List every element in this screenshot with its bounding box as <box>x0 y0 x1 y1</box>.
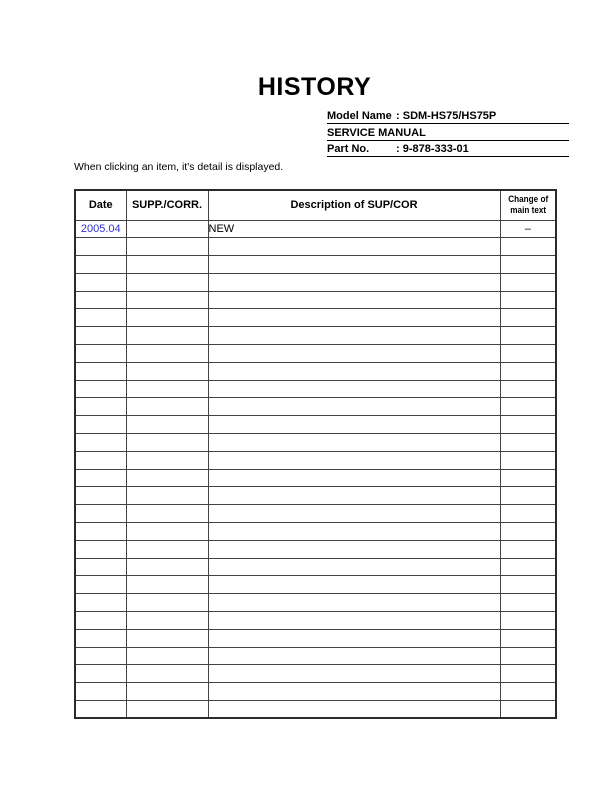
intro-text: When clicking an item, it's detail is displayed. <box>74 161 284 173</box>
description-cell-empty <box>208 469 500 487</box>
change-cell-empty <box>500 362 556 380</box>
supp-corr-cell-empty <box>126 416 208 434</box>
history-row-empty <box>75 701 556 719</box>
history-row-empty <box>75 594 556 612</box>
date-cell-empty <box>75 647 126 665</box>
supp-corr-cell-empty <box>126 380 208 398</box>
date-cell-empty <box>75 594 126 612</box>
change-cell-empty <box>500 558 556 576</box>
description-cell-empty <box>208 665 500 683</box>
date-link[interactable]: 2005.04 <box>80 222 121 235</box>
part-no-label: Part No. <box>327 143 370 155</box>
service-manual-label: SERVICE MANUAL <box>327 126 426 139</box>
date-cell-empty <box>75 291 126 309</box>
change-cell-empty <box>500 612 556 630</box>
history-row-empty <box>75 434 556 452</box>
date-cell-empty <box>75 256 126 274</box>
col-header-description: Description of SUP/COR <box>208 190 500 220</box>
history-row-empty <box>75 273 556 291</box>
change-header-line1: Change of <box>507 194 548 206</box>
history-row-empty <box>75 505 556 523</box>
history-row-empty <box>75 256 556 274</box>
change-cell-empty <box>500 683 556 701</box>
supp-corr-cell-empty <box>126 683 208 701</box>
date-cell-empty <box>75 451 126 469</box>
supp-corr-cell-empty <box>126 558 208 576</box>
description-cell-empty <box>208 327 500 345</box>
change-cell-empty <box>500 451 556 469</box>
change-cell-empty <box>500 469 556 487</box>
description-cell-empty <box>208 523 500 541</box>
date-cell-empty <box>75 434 126 452</box>
date-cell-empty <box>75 576 126 594</box>
history-row-empty <box>75 309 556 327</box>
history-row-empty <box>75 647 556 665</box>
description-cell-empty <box>208 434 500 452</box>
description-cell-empty <box>208 451 500 469</box>
date-cell-empty <box>75 665 126 683</box>
date-cell <box>75 220 126 238</box>
date-cell-empty <box>75 629 126 647</box>
description-cell-empty <box>208 558 500 576</box>
history-row-empty <box>75 523 556 541</box>
history-row-empty <box>75 327 556 345</box>
model-name-value: SDM-HS75/HS75P <box>402 110 497 122</box>
history-row-empty <box>75 487 556 505</box>
change-cell-empty <box>500 434 556 452</box>
supp-corr-cell-empty <box>126 398 208 416</box>
supp-corr-cell-empty <box>126 665 208 683</box>
history-row-empty <box>75 380 556 398</box>
history-row-empty <box>75 345 556 363</box>
history-row-empty <box>75 576 556 594</box>
description-cell-empty <box>208 540 500 558</box>
page-title: HISTORY <box>257 73 372 101</box>
supp-corr-cell-empty <box>126 273 208 291</box>
supp-corr-cell-empty <box>126 629 208 647</box>
description-cell-empty <box>208 273 500 291</box>
model-name-label: Model Name <box>327 110 392 122</box>
date-cell-empty <box>75 327 126 345</box>
description-cell-empty <box>208 291 500 309</box>
supp-corr-cell-empty <box>126 256 208 274</box>
supp-corr-cell-empty <box>126 540 208 558</box>
date-cell-empty <box>75 505 126 523</box>
description-cell-empty <box>208 576 500 594</box>
description-cell-empty <box>208 594 500 612</box>
supp-corr-cell-empty <box>126 701 208 719</box>
col-header-date: Date <box>75 190 126 220</box>
description-cell-empty <box>208 398 500 416</box>
change-cell: – <box>500 220 556 238</box>
history-row-empty <box>75 469 556 487</box>
supp-corr-cell-empty <box>126 469 208 487</box>
description-cell-empty <box>208 345 500 363</box>
model-name-line <box>327 109 569 124</box>
history-row-empty <box>75 451 556 469</box>
description-cell-empty <box>208 505 500 523</box>
change-cell-empty <box>500 345 556 363</box>
description-cell-empty <box>208 380 500 398</box>
change-cell-empty <box>500 273 556 291</box>
description-cell: NEW <box>208 220 500 238</box>
change-cell-empty <box>500 309 556 327</box>
date-cell-empty <box>75 612 126 630</box>
change-cell-empty <box>500 665 556 683</box>
header-row <box>75 190 556 220</box>
change-cell-empty <box>500 256 556 274</box>
date-cell-empty <box>75 558 126 576</box>
change-cell-empty <box>500 291 556 309</box>
service-manual-line <box>327 126 569 141</box>
change-cell-empty <box>500 647 556 665</box>
description-cell-empty <box>208 701 500 719</box>
supp-corr-cell-empty <box>126 434 208 452</box>
date-cell-empty <box>75 238 126 256</box>
model-info-block <box>327 109 569 159</box>
change-cell-empty <box>500 380 556 398</box>
change-cell-empty <box>500 594 556 612</box>
supp-corr-cell-empty <box>126 309 208 327</box>
supp-corr-cell-empty <box>126 523 208 541</box>
supp-corr-cell-empty <box>126 451 208 469</box>
history-row-empty <box>75 612 556 630</box>
history-row-empty <box>75 683 556 701</box>
part-no-colon: : <box>396 143 403 155</box>
supp-corr-cell-empty <box>126 345 208 363</box>
date-cell-empty <box>75 540 126 558</box>
change-cell-empty <box>500 523 556 541</box>
history-row-empty <box>75 540 556 558</box>
col-header-change-text <box>508 194 548 216</box>
supp-corr-cell-empty <box>126 327 208 345</box>
supp-corr-cell-empty <box>126 576 208 594</box>
history-row-empty <box>75 362 556 380</box>
date-cell-empty <box>75 469 126 487</box>
date-cell-empty <box>75 380 126 398</box>
col-header-change <box>500 190 556 220</box>
part-no-line <box>327 142 569 157</box>
date-cell-empty <box>75 309 126 327</box>
history-row-empty <box>75 398 556 416</box>
history-table-body <box>75 220 556 718</box>
description-cell-empty <box>208 416 500 434</box>
date-cell-empty <box>75 345 126 363</box>
date-cell-empty <box>75 273 126 291</box>
description-cell-empty <box>208 362 500 380</box>
description-cell-empty <box>208 238 500 256</box>
supp-corr-cell-empty <box>126 647 208 665</box>
history-row <box>75 220 556 238</box>
date-cell-empty <box>75 362 126 380</box>
change-cell-empty <box>500 327 556 345</box>
date-cell-empty <box>75 416 126 434</box>
description-cell-empty <box>208 612 500 630</box>
supp-corr-cell-empty <box>126 505 208 523</box>
date-cell-empty <box>75 398 126 416</box>
description-cell-empty <box>208 256 500 274</box>
history-table <box>74 189 557 719</box>
date-cell-empty <box>75 523 126 541</box>
change-cell-empty <box>500 540 556 558</box>
change-cell-empty <box>500 576 556 594</box>
date-cell-empty <box>75 487 126 505</box>
supp-corr-cell-empty <box>126 594 208 612</box>
change-cell-empty <box>500 487 556 505</box>
description-cell-empty <box>208 683 500 701</box>
history-row-empty <box>75 629 556 647</box>
supp-corr-cell <box>126 220 208 238</box>
history-row-empty <box>75 238 556 256</box>
change-cell-empty <box>500 238 556 256</box>
history-row-empty <box>75 558 556 576</box>
part-no-value: 9-878-333-01 <box>402 143 469 155</box>
date-cell-empty <box>75 701 126 719</box>
supp-corr-cell-empty <box>126 487 208 505</box>
supp-corr-cell-empty <box>126 362 208 380</box>
change-cell-empty <box>500 398 556 416</box>
change-cell-empty <box>500 416 556 434</box>
supp-corr-cell-empty <box>126 238 208 256</box>
supp-corr-cell-empty <box>126 291 208 309</box>
history-row-empty <box>75 291 556 309</box>
model-name-colon: : <box>396 110 403 122</box>
description-cell-empty <box>208 487 500 505</box>
description-cell-empty <box>208 629 500 647</box>
description-cell-empty <box>208 309 500 327</box>
change-cell-empty <box>500 629 556 647</box>
history-row-empty <box>75 416 556 434</box>
change-header-line2: main text <box>509 205 546 217</box>
date-cell-empty <box>75 683 126 701</box>
col-header-supp-corr: SUPP./CORR. <box>126 190 208 220</box>
supp-corr-cell-empty <box>126 612 208 630</box>
history-row-empty <box>75 665 556 683</box>
description-cell-empty <box>208 647 500 665</box>
change-cell-empty <box>500 701 556 719</box>
change-cell-empty <box>500 505 556 523</box>
